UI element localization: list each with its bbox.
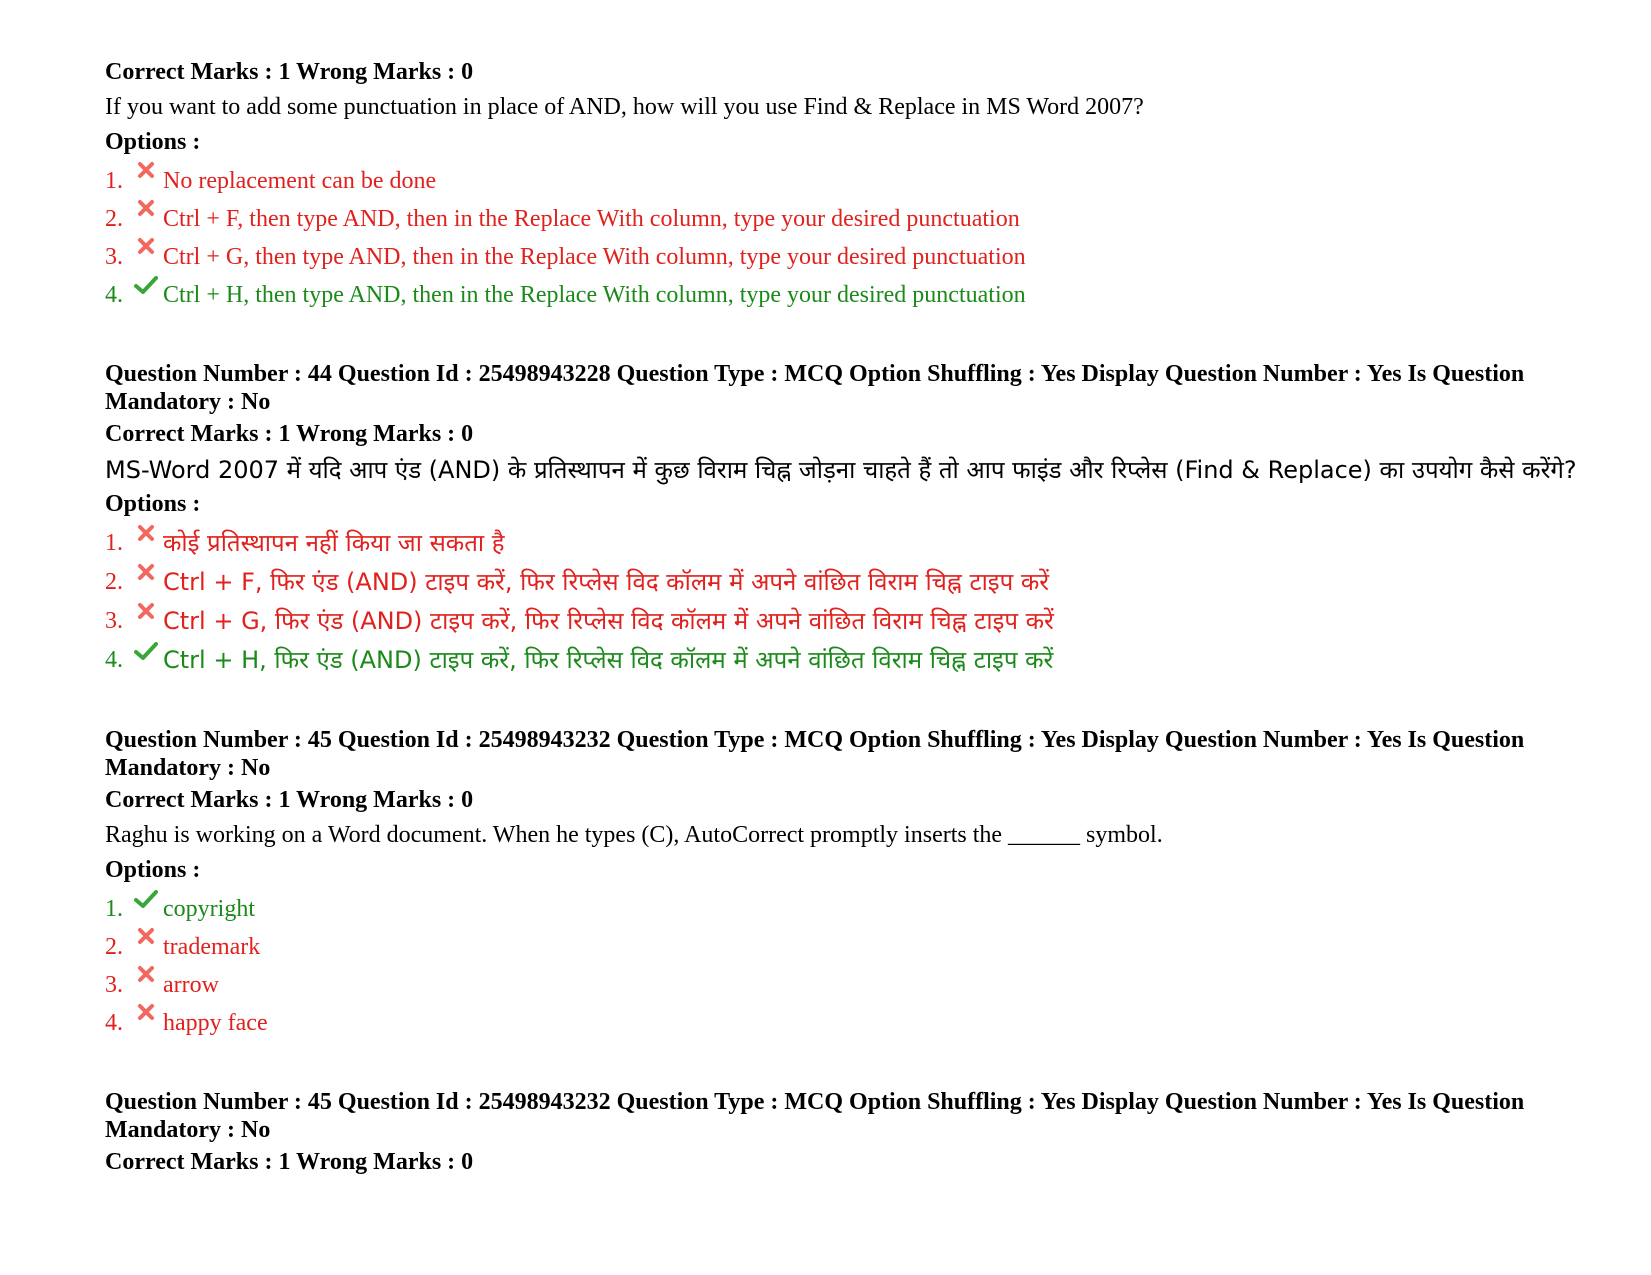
option-number: 2. bbox=[105, 206, 123, 232]
cross-icon bbox=[131, 237, 161, 267]
check-icon bbox=[131, 641, 161, 671]
question-block-43 bbox=[105, 58, 1605, 314]
question-header: Question Number : 45 Question Id : 25498943232 Question Type : MCQ Option Shuffling : Yes Display Question Number : Yes Is Question Mandatory : No bbox=[105, 1089, 1525, 1143]
options-list bbox=[105, 524, 1605, 680]
option-text: trademark bbox=[163, 934, 261, 960]
question-block-44 bbox=[105, 360, 1605, 680]
cross-icon bbox=[131, 965, 161, 995]
question-text: If you want to add some punctuation in place of AND, how will you use Find & Replace in MS Word 2007? bbox=[105, 94, 1144, 120]
cross-icon bbox=[131, 563, 161, 593]
cross-icon bbox=[131, 602, 161, 632]
check-icon bbox=[131, 275, 161, 305]
option-item bbox=[105, 966, 1605, 1004]
option-text: happy face bbox=[163, 1010, 268, 1036]
question-block-45 bbox=[105, 726, 1605, 1042]
option-number: 3. bbox=[105, 244, 123, 270]
cross-icon bbox=[131, 199, 161, 229]
option-number: 1. bbox=[105, 530, 123, 556]
option-item bbox=[105, 928, 1605, 966]
option-text: Ctrl + G, फिर एंड (AND) टाइप करें, फिर रिप्लेस विद कॉलम में अपने वांछित विराम चिह्न टाइप करें bbox=[163, 607, 1054, 635]
options-label: Options : bbox=[105, 129, 201, 155]
option-item bbox=[105, 200, 1605, 238]
cross-icon bbox=[131, 927, 161, 957]
option-number: 4. bbox=[105, 647, 123, 673]
option-text: Ctrl + G, then type AND, then in the Replace With column, type your desired punctuation bbox=[163, 244, 1026, 270]
option-text: Ctrl + F, फिर एंड (AND) टाइप करें, फिर रिप्लेस विद कॉलम में अपने वांछित विराम चिह्न टाइप करें bbox=[163, 568, 1050, 596]
options-list bbox=[105, 890, 1605, 1042]
option-text: Ctrl + H, फिर एंड (AND) टाइप करें, फिर रिप्लेस विद कॉलम में अपने वांछित विराम चिह्न टाइप करें bbox=[163, 646, 1054, 674]
question-text: MS-Word 2007 में यदि आप एंड (AND) के प्रतिस्थापन में कुछ विराम चिह्न जोड़ना चाहते हैं तो आप फाइंड और रिप्लेस (Find & Replace) का उपयोग कैसे करेंगे? bbox=[105, 456, 1577, 484]
option-text: कोई प्रतिस्थापन नहीं किया जा सकता है bbox=[163, 529, 505, 557]
option-item bbox=[105, 1004, 1605, 1042]
cross-icon bbox=[131, 161, 161, 191]
option-number: 4. bbox=[105, 282, 123, 308]
marks-line: Correct Marks : 1 Wrong Marks : 0 bbox=[105, 787, 474, 813]
option-text: Ctrl + H, then type AND, then in the Replace With column, type your desired punctuation bbox=[163, 282, 1026, 308]
option-item bbox=[105, 276, 1605, 314]
option-number: 3. bbox=[105, 608, 123, 634]
options-list bbox=[105, 162, 1605, 314]
cross-icon bbox=[131, 1003, 161, 1033]
option-item bbox=[105, 602, 1605, 641]
option-item bbox=[105, 641, 1605, 680]
option-number: 4. bbox=[105, 1010, 123, 1036]
option-item bbox=[105, 524, 1605, 563]
option-text: arrow bbox=[163, 972, 219, 998]
option-number: 2. bbox=[105, 569, 123, 595]
options-label: Options : bbox=[105, 857, 201, 883]
option-text: No replacement can be done bbox=[163, 168, 437, 194]
option-text: copyright bbox=[163, 896, 255, 922]
question-text: Raghu is working on a Word document. When he types (C), AutoCorrect promptly inserts the ______ symbol. bbox=[105, 822, 1163, 848]
question-paper bbox=[105, 58, 1605, 1176]
marks-line: Correct Marks : 1 Wrong Marks : 0 bbox=[105, 59, 474, 85]
option-item bbox=[105, 563, 1605, 602]
question-header: Question Number : 44 Question Id : 25498943228 Question Type : MCQ Option Shuffling : Yes Display Question Number : Yes Is Question Mandatory : No bbox=[105, 361, 1525, 415]
option-number: 1. bbox=[105, 896, 123, 922]
question-block-45-repeat bbox=[105, 1088, 1605, 1176]
marks-line: Correct Marks : 1 Wrong Marks : 0 bbox=[105, 421, 474, 447]
marks-line: Correct Marks : 1 Wrong Marks : 0 bbox=[105, 1149, 474, 1175]
option-number: 2. bbox=[105, 934, 123, 960]
option-item bbox=[105, 162, 1605, 200]
option-number: 1. bbox=[105, 168, 123, 194]
options-label: Options : bbox=[105, 491, 201, 517]
check-icon bbox=[131, 889, 161, 919]
question-header: Question Number : 45 Question Id : 25498943232 Question Type : MCQ Option Shuffling : Yes Display Question Number : Yes Is Question Mandatory : No bbox=[105, 727, 1525, 781]
option-text: Ctrl + F, then type AND, then in the Replace With column, type your desired punctuation bbox=[163, 206, 1020, 232]
cross-icon bbox=[131, 524, 161, 554]
option-item bbox=[105, 890, 1605, 928]
option-number: 3. bbox=[105, 972, 123, 998]
option-item bbox=[105, 238, 1605, 276]
